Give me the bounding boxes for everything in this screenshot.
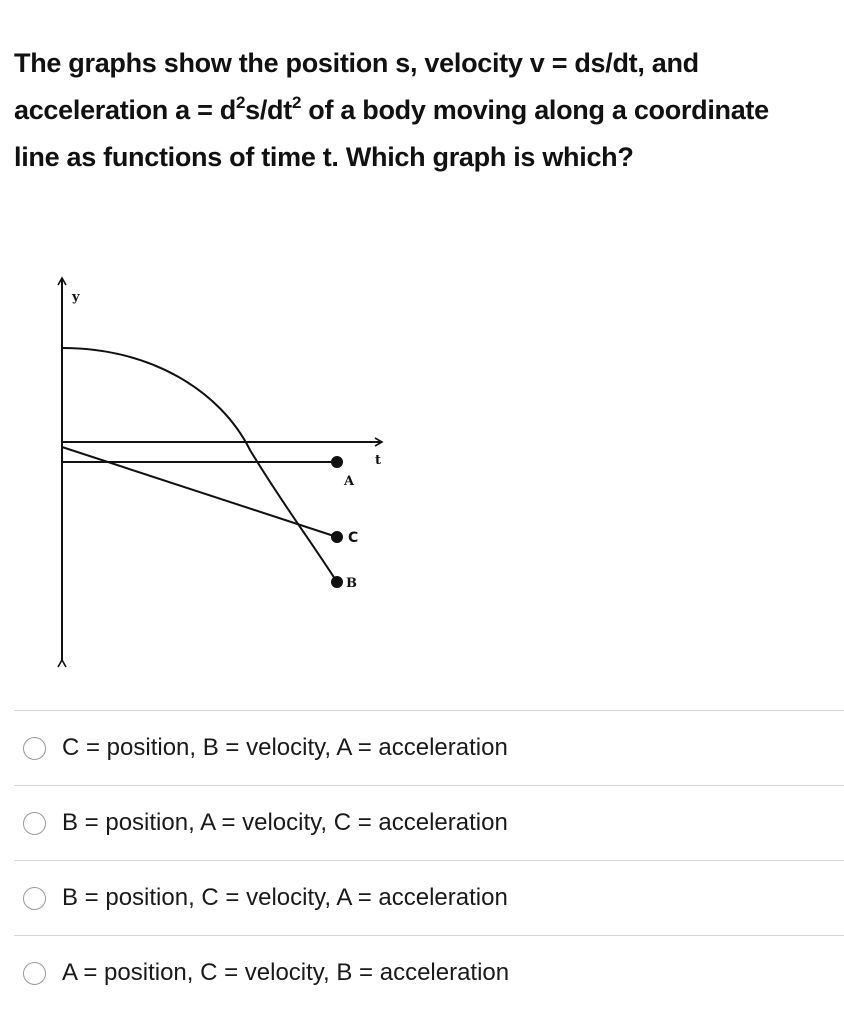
curve-b-endpoint	[331, 576, 343, 588]
superscript-2: 2	[235, 93, 246, 112]
question-text	[14, 40, 844, 181]
curve-a-label: A	[344, 474, 355, 489]
question-line-1: The graphs show the position s, velocity v = ds/dt, and	[14, 48, 699, 78]
curve-a-endpoint	[331, 456, 343, 468]
question-line-2-part-c: of a body moving along a coordinate	[301, 95, 769, 125]
question-line-2-part-b: s/dt	[245, 95, 292, 125]
y-axis-label: y	[72, 290, 80, 305]
answer-option-1[interactable]	[14, 710, 844, 785]
answer-options	[14, 710, 844, 1010]
motion-graph	[0, 260, 420, 680]
curve-b-label: B	[346, 576, 357, 591]
t-axis-label: t	[375, 453, 382, 468]
answer-option-label: C = position, B = velocity, A = acceleration	[62, 734, 508, 761]
answer-option-2[interactable]	[14, 785, 844, 860]
radio-button[interactable]	[23, 812, 46, 835]
answer-option-3[interactable]	[14, 860, 844, 935]
curve-c	[62, 447, 337, 537]
radio-button[interactable]	[23, 737, 46, 760]
answer-option-label: A = position, C = velocity, B = acceleration	[62, 959, 510, 986]
answer-option-label: B = position, C = velocity, A = acceleration	[62, 884, 508, 911]
curve-c-label: C	[348, 530, 359, 546]
answer-option-label: B = position, A = velocity, C = acceleration	[62, 809, 508, 836]
question-line-2-part-a: acceleration a = d	[14, 95, 236, 125]
radio-button[interactable]	[23, 887, 46, 910]
radio-button[interactable]	[23, 962, 46, 985]
question-line-3: line as functions of time t. Which graph is which?	[14, 142, 634, 172]
answer-option-4[interactable]	[14, 935, 844, 1010]
question-line-2	[14, 87, 844, 134]
superscript-2: 2	[291, 93, 302, 112]
curve-c-endpoint	[331, 531, 343, 543]
curve-b	[62, 348, 337, 582]
